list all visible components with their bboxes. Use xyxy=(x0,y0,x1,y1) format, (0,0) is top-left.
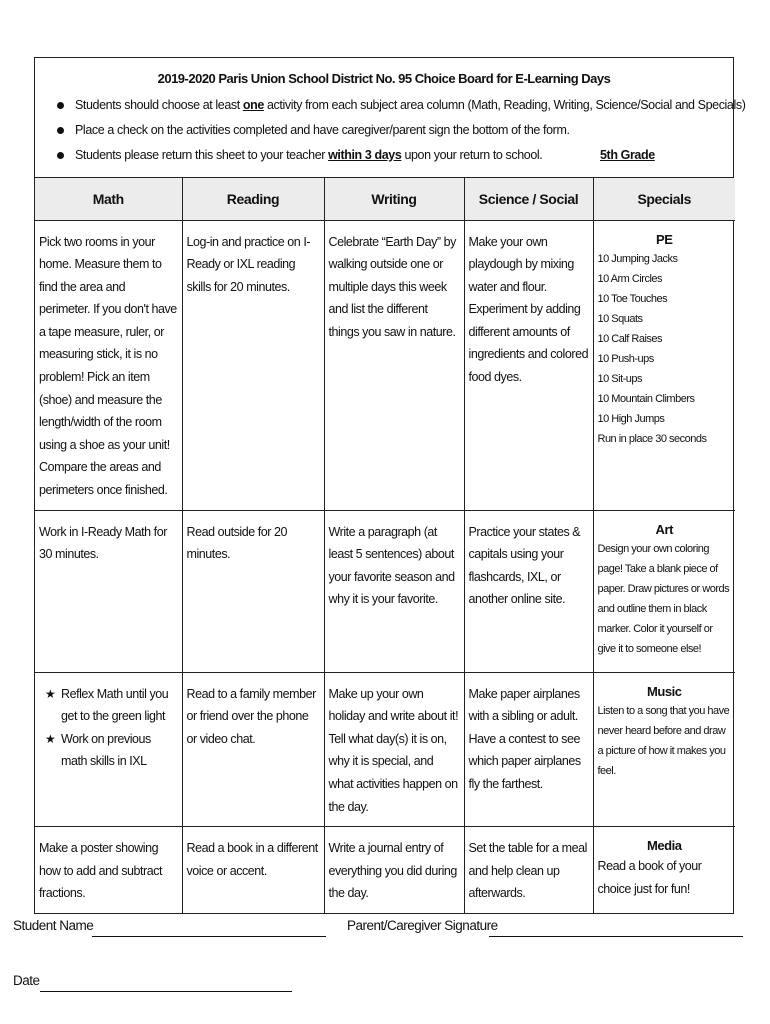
special-title: Media xyxy=(646,838,682,854)
table-header-row xyxy=(35,178,735,220)
star-icon: ★ xyxy=(45,731,56,746)
table-row xyxy=(35,510,735,672)
writing-activity: Write a paragraph (at least 5 sentences) about your favorite season and why it is your favorite. xyxy=(324,510,464,672)
list-item: ★ Reflex Math until you get to the green light xyxy=(39,683,178,728)
instruction-item: Place a check on the activities completed and have caregiver/parent sign the bottom of the form. xyxy=(35,118,733,143)
math-activity xyxy=(35,672,182,827)
pe-exercise-list xyxy=(598,249,732,449)
table-row xyxy=(35,827,735,913)
activities-table xyxy=(35,178,735,913)
table-row xyxy=(35,672,735,827)
column-header-specials: Specials xyxy=(593,178,735,220)
list-item: ★ Work on previous math skills in IXL xyxy=(39,728,178,773)
math-activity: Make a poster showing how to add and subtract fractions. xyxy=(35,827,182,913)
board-title: 2019-2020 Paris Union School District No. 95 Choice Board for E-Learning Days xyxy=(157,71,611,86)
specials-activity xyxy=(593,672,735,827)
parent-signature-label: Parent/Caregiver Signature xyxy=(347,918,498,933)
special-title: Art xyxy=(655,521,673,537)
date-label: Date xyxy=(13,973,40,988)
instruction-item: Students please return this sheet to your teacher within 3 days upon your return to school. 5th Grade xyxy=(35,143,733,168)
parent-signature-line[interactable] xyxy=(489,936,743,937)
star-icon: ★ xyxy=(45,686,56,701)
reading-activity: Log-in and practice on I-Ready or IXL reading skills for 20 minutes. xyxy=(182,220,324,510)
column-header-reading: Reading xyxy=(182,178,324,220)
instructions-list xyxy=(35,93,746,168)
list-item: 10 High Jumps xyxy=(597,412,665,425)
bullet-icon xyxy=(57,127,64,134)
list-item: Run in place 30 seconds xyxy=(597,432,707,445)
writing-activity: Celebrate “Earth Day” by walking outside one or multiple days this week and list the different things you saw in nature. xyxy=(324,220,464,510)
table-row xyxy=(35,220,735,510)
list-item: 10 Calf Raises xyxy=(597,332,663,345)
board-header xyxy=(35,58,746,178)
bullet-icon xyxy=(57,152,64,159)
list-item: 10 Squats xyxy=(597,312,643,325)
column-header-writing: Writing xyxy=(324,178,464,220)
writing-activity: Make up your own holiday and write about it! Tell what day(s) it is on, why it is special, and what activities happen on the day. xyxy=(324,672,464,827)
specials-activity xyxy=(593,510,735,672)
list-item: 10 Arm Circles xyxy=(597,272,663,285)
student-name-label: Student Name xyxy=(13,918,94,933)
student-name-line[interactable] xyxy=(92,936,326,937)
special-title: Music xyxy=(646,683,682,699)
list-item: 10 Push-ups xyxy=(597,352,654,365)
specials-activity xyxy=(593,827,735,913)
reading-activity: Read to a family member or friend over the phone or video chat. xyxy=(182,672,324,827)
bullet-icon xyxy=(57,102,64,109)
science-activity: Make your own playdough by mixing water and flour. Experiment by adding different amounts of ingredients and colored food dyes. xyxy=(464,220,593,510)
grade-label: 5th Grade xyxy=(600,148,655,162)
writing-activity: Write a journal entry of everything you did during the day. xyxy=(324,827,464,913)
list-item: 10 Toe Touches xyxy=(597,292,668,305)
math-star-list xyxy=(39,683,178,773)
special-description: Read a book of your choice just for fun! xyxy=(597,859,702,896)
special-title: PE xyxy=(656,231,673,247)
special-description: Listen to a song that you have never heard before and draw a picture of how it makes you feel. xyxy=(597,704,730,777)
column-header-science-social: Science / Social xyxy=(464,178,593,220)
reading-activity: Read a book in a different voice or accent. xyxy=(182,827,324,913)
list-item: 10 Sit-ups xyxy=(597,372,643,385)
special-description: Design your own coloring page! Take a blank piece of paper. Draw pictures or words and outline them in black marker. Color it yourself or give it to someone else! xyxy=(597,542,730,655)
date-line[interactable] xyxy=(40,991,292,992)
list-item: 10 Jumping Jacks xyxy=(597,252,678,265)
instruction-item: Students should choose at least one activity from each subject area column (Math, Reading, Writing, Science/Social and Specials) xyxy=(35,93,733,118)
specials-activity xyxy=(593,220,735,510)
science-activity: Make paper airplanes with a sibling or adult. Have a contest to see which paper airplanes fly the farthest. xyxy=(464,672,593,827)
math-activity: Pick two rooms in your home. Measure them to find the area and perimeter. If you don't have a tape measure, ruler, or measuring stick, it is no problem! Pick an item (shoe) and measure the length/width of the room using a shoe as your unit! Compare the areas and perimeters once finished. xyxy=(35,220,182,510)
reading-activity: Read outside for 20 minutes. xyxy=(182,510,324,672)
choice-board xyxy=(34,57,746,914)
column-header-math: Math xyxy=(35,178,182,220)
science-activity: Set the table for a meal and help clean up afterwards. xyxy=(464,827,593,913)
math-activity: Work in I-Ready Math for 30 minutes. xyxy=(35,510,182,672)
science-activity: Practice your states & capitals using your flashcards, IXL, or another online site. xyxy=(464,510,593,672)
list-item: 10 Mountain Climbers xyxy=(597,392,695,405)
